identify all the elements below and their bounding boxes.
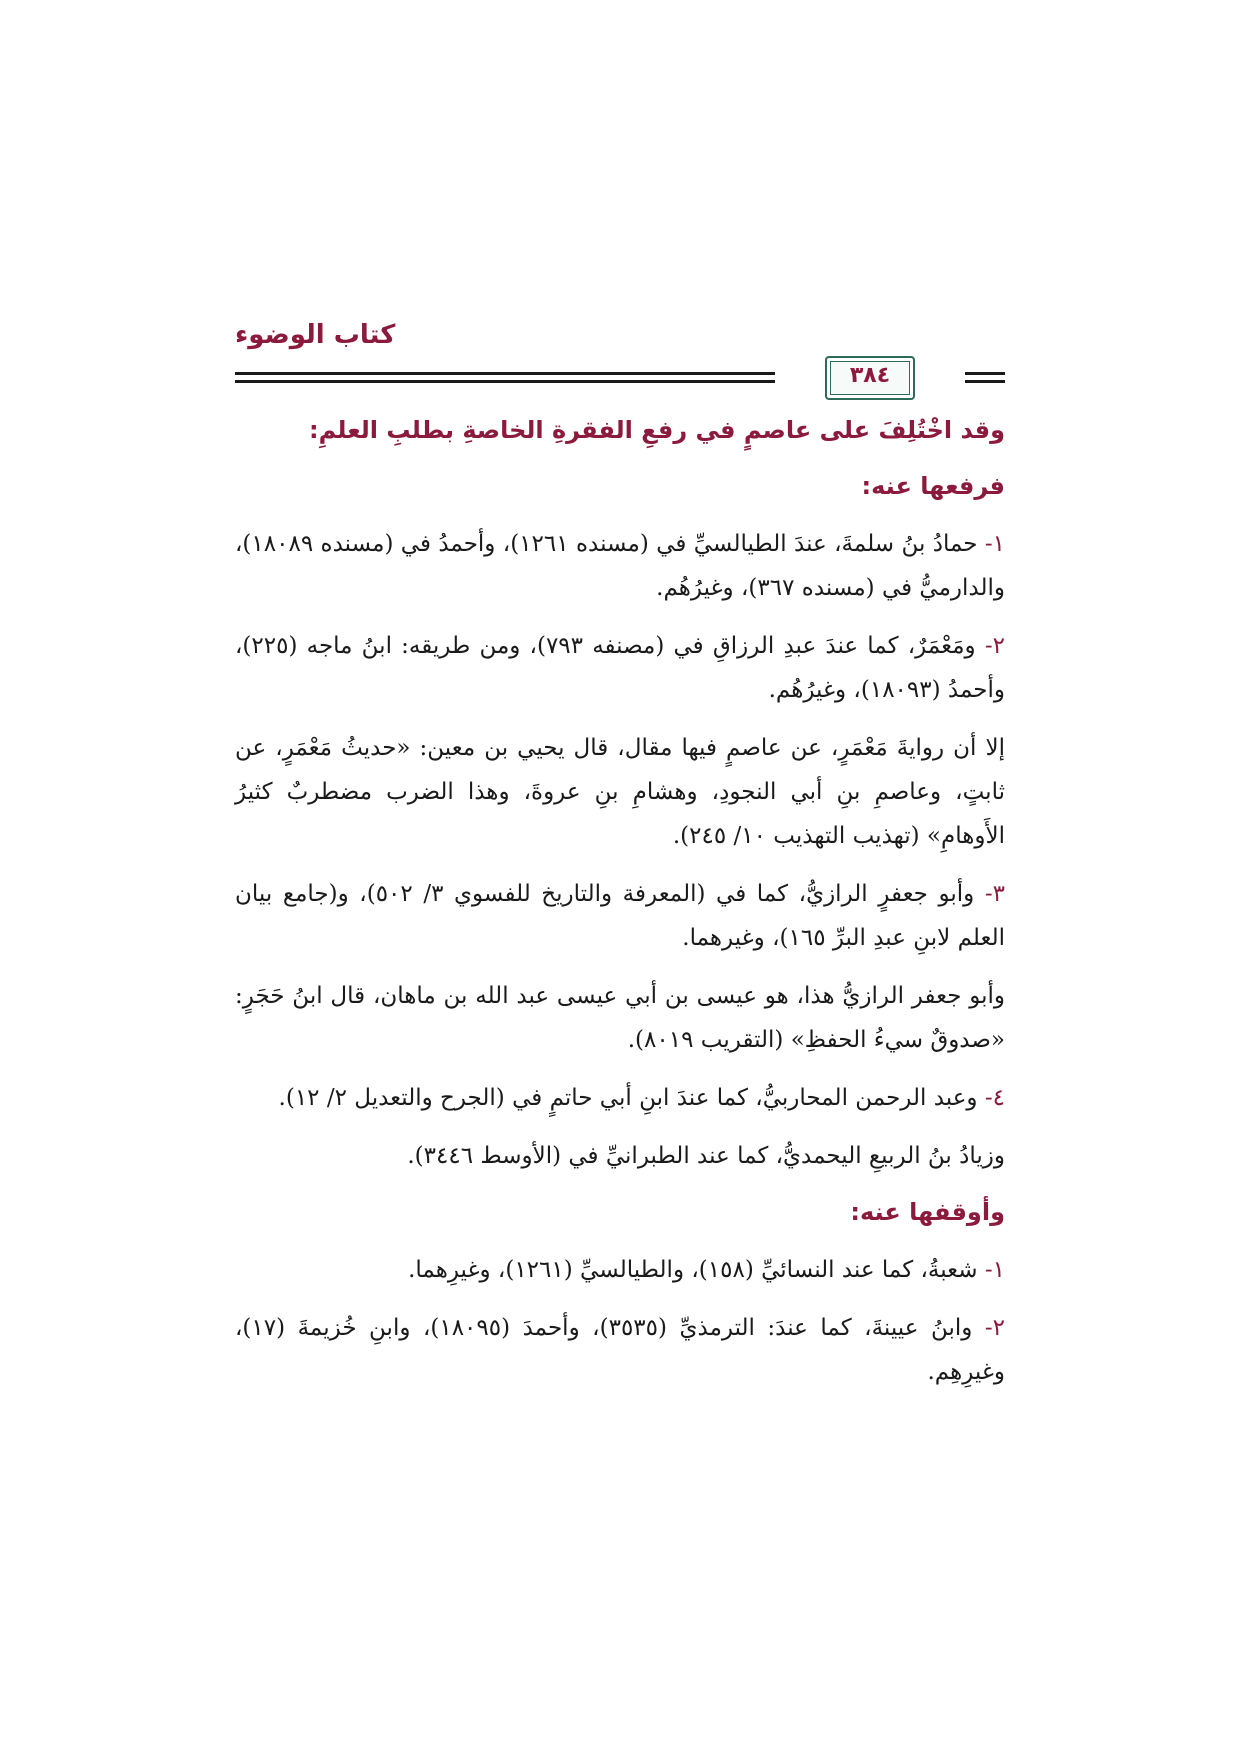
paragraph-text: وأبو جعفرٍ الرازيُّ، كما في (المعرفة والتاريخ للفسوي ٣/ ٥٠٢)، و(جامع بيان العلم لابنِ عبدِ البرِّ ١٦٥)، وغيرهما. <box>235 881 1005 951</box>
page-number-badge <box>785 356 955 396</box>
paragraph <box>235 872 1005 960</box>
paragraph-text: وعبد الرحمن المحاربيُّ، كما عندَ ابنِ أبي حاتمٍ في (الجرح والتعديل ٢/ ١٢). <box>278 1085 978 1111</box>
page-header <box>235 320 1005 400</box>
subheading-raised: فرفعها عنه: <box>861 472 1005 500</box>
paragraph-text: وأبو جعفر الرازيُّ هذا، هو عيسى بن أبي عيسى عبد الله بن ماهان، قال ابنُ حَجَرٍ: «صدوقٌ سيءُ الحفظِ» (التقريب ٨٠١٩). <box>235 983 1005 1053</box>
paragraph <box>235 1306 1005 1394</box>
paragraph <box>235 1076 1005 1120</box>
item-number: ١- <box>984 531 1006 557</box>
paragraph <box>235 624 1005 712</box>
page-number: ٣٨٤ <box>849 363 891 388</box>
paragraph-text: وابنُ عيينةَ، كما عندَ: الترمذيِّ (٣٥٣٥)، وأحمدَ (١٨٠٩٥)، وابنِ خُزيمةَ (١٧)، وغيرِهِم. <box>235 1315 1005 1385</box>
header-rule <box>235 380 775 383</box>
header-rule <box>965 372 1005 375</box>
paragraph-text: حمادُ بنُ سلمةَ، عندَ الطيالسيِّ في (مسنده ١٢٦١)، وأحمدُ في (مسنده ١٨٠٨٩)، والدارميُّ في (مسنده ٣٦٧)، وغيرُهُم. <box>235 531 1005 601</box>
item-number: ٢- <box>984 633 1005 659</box>
paragraph <box>235 726 1005 858</box>
paragraph <box>235 1134 1005 1178</box>
item-number: ٤- <box>984 1085 1005 1111</box>
page-body <box>235 410 1005 1408</box>
paragraph <box>235 522 1005 610</box>
paragraph <box>235 974 1005 1062</box>
subheading-stopped: وأوقفها عنه: <box>850 1198 1005 1226</box>
book-title: كتاب الوضوء <box>235 320 396 350</box>
section-heading: وقد اخْتُلِفَ على عاصمٍ في رفعِ الفقرةِ الخاصةِ بطلبِ العلمِ: <box>309 416 1005 444</box>
header-rule <box>965 380 1005 383</box>
book-page <box>235 300 1005 1600</box>
item-number: ٣- <box>984 881 1005 907</box>
paragraph <box>235 1248 1005 1292</box>
paragraph-text: ومَعْمَرٌ، كما عندَ عبدِ الرزاقِ في (مصنفه ٧٩٣)، ومن طريقه: ابنُ ماجه (٢٢٥)، وأحمدُ (١٨٠٩٣)، وغيرُهُم. <box>235 633 1005 703</box>
item-number: ١- <box>984 1257 1005 1283</box>
paragraph-text: وزيادُ بنُ الربيعِ اليحمديُّ، كما عند الطبرانيِّ في (الأوسط ٣٤٤٦). <box>407 1143 1005 1169</box>
paragraph-text: إلا أن روايةَ مَعْمَرٍ، عن عاصمٍ فيها مقال، قال يحيي بن معين: «حديثُ مَعْمَرٍ، عن ثابتٍ، وعاصمِ بنِ أبي النجودِ، وهشامِ بنِ عروةَ، وهذا الضرب مضطربٌ كثيرُ الأَوهامِ» (تهذيب التهذيب ١٠/ ٢٤٥). <box>235 735 1005 849</box>
header-rule <box>235 372 775 375</box>
paragraph-text: شعبةُ، كما عند النسائيِّ (١٥٨)، والطيالسيِّ (١٢٦١)، وغيرِهما. <box>408 1257 978 1283</box>
item-number: ٢- <box>984 1315 1005 1341</box>
